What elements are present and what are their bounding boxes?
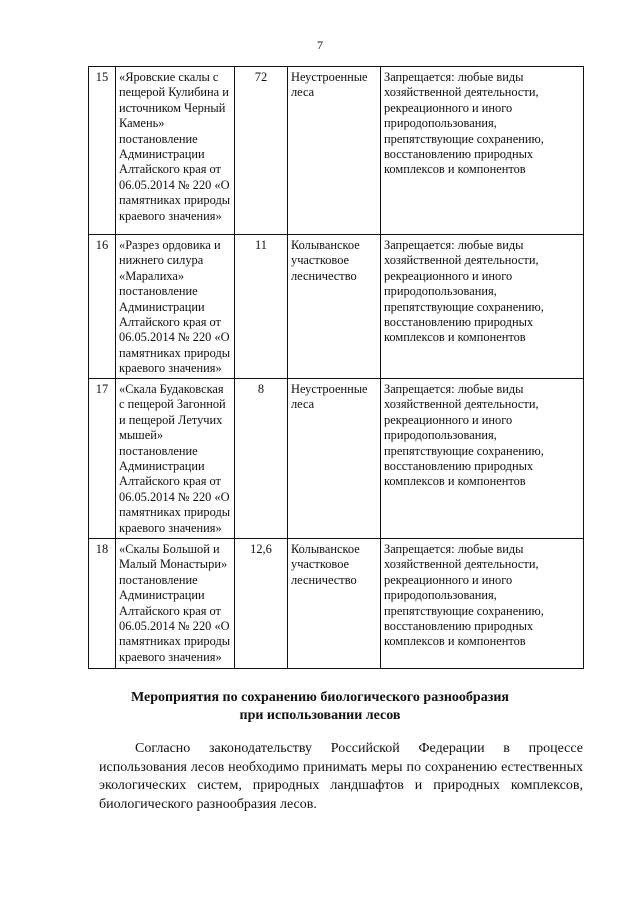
regime: Запрещается: любые виды хозяйственной деятельности, рекреационного и иного природопользования, препятствующие сохранению, восстановлению природных комплексов и компонентов	[381, 235, 584, 379]
table-row	[89, 539, 584, 669]
object-name: «Скалы Большой и Малый Монастыри» постановление Администрации Алтайского края от 06.05.2014 № 220 «О памятниках природы краевого значения»	[116, 539, 235, 669]
area-value: 8	[235, 379, 288, 539]
regime: Запрещается: любые виды хозяйственной деятельности, рекреационного и иного природопользования, препятствующие сохранению, восстановлению природных комплексов и компонентов	[381, 379, 584, 539]
section-title	[0, 689, 640, 725]
location: Неустроенные леса	[288, 379, 381, 539]
page-number: 7	[317, 38, 323, 52]
object-name: «Скала Будаковская с пещерой Загонной и пещерой Летучих мышей» постановление Администрации Алтайского края от 06.05.2014 № 220 «О памятниках природы краевого значения»	[116, 379, 235, 539]
table-row	[89, 67, 584, 235]
location: Колыванское участковое лесничество	[288, 235, 381, 379]
section-title-line: при использовании лесов	[239, 708, 401, 723]
area-value: 11	[235, 235, 288, 379]
object-name: «Яровские скалы с пещерой Кулибина и источником Черный Камень» постановление Администрации Алтайского края от 06.05.2014 № 220 «О памятниках природы краевого значения»	[116, 67, 235, 235]
section-title-line: Мероприятия по сохранению биологического разнообразия	[131, 690, 509, 705]
row-number: 15	[89, 67, 116, 235]
regime: Запрещается: любые виды хозяйственной деятельности, рекреационного и иного природопользования, препятствующие сохранению, восстановлению природных комплексов и компонентов	[381, 67, 584, 235]
table-row	[89, 235, 584, 379]
location: Колыванское участковое лесничество	[288, 539, 381, 669]
location: Неустроенные леса	[288, 67, 381, 235]
regime: Запрещается: любые виды хозяйственной деятельности, рекреационного и иного природопользования, препятствующие сохранению, восстановлению природных комплексов и компонентов	[381, 539, 584, 669]
protected-areas-table	[88, 66, 584, 669]
area-value: 72	[235, 67, 288, 235]
table-row	[89, 379, 584, 539]
row-number: 18	[89, 539, 116, 669]
row-number: 17	[89, 379, 116, 539]
row-number: 16	[89, 235, 116, 379]
body-paragraph: Согласно законодательству Российской Федерации в процессе использования лесов необходимо принимать меры по сохранению естественных экологических систем, природных ландшафтов и природных комплексов, биологического разнообразия лесов.	[99, 741, 583, 812]
area-value: 12,6	[235, 539, 288, 669]
object-name: «Разрез ордовика и нижнего силура «Маралиха» постановление Администрации Алтайского края от 06.05.2014 № 220 «О памятниках природы краевого значения»	[116, 235, 235, 379]
